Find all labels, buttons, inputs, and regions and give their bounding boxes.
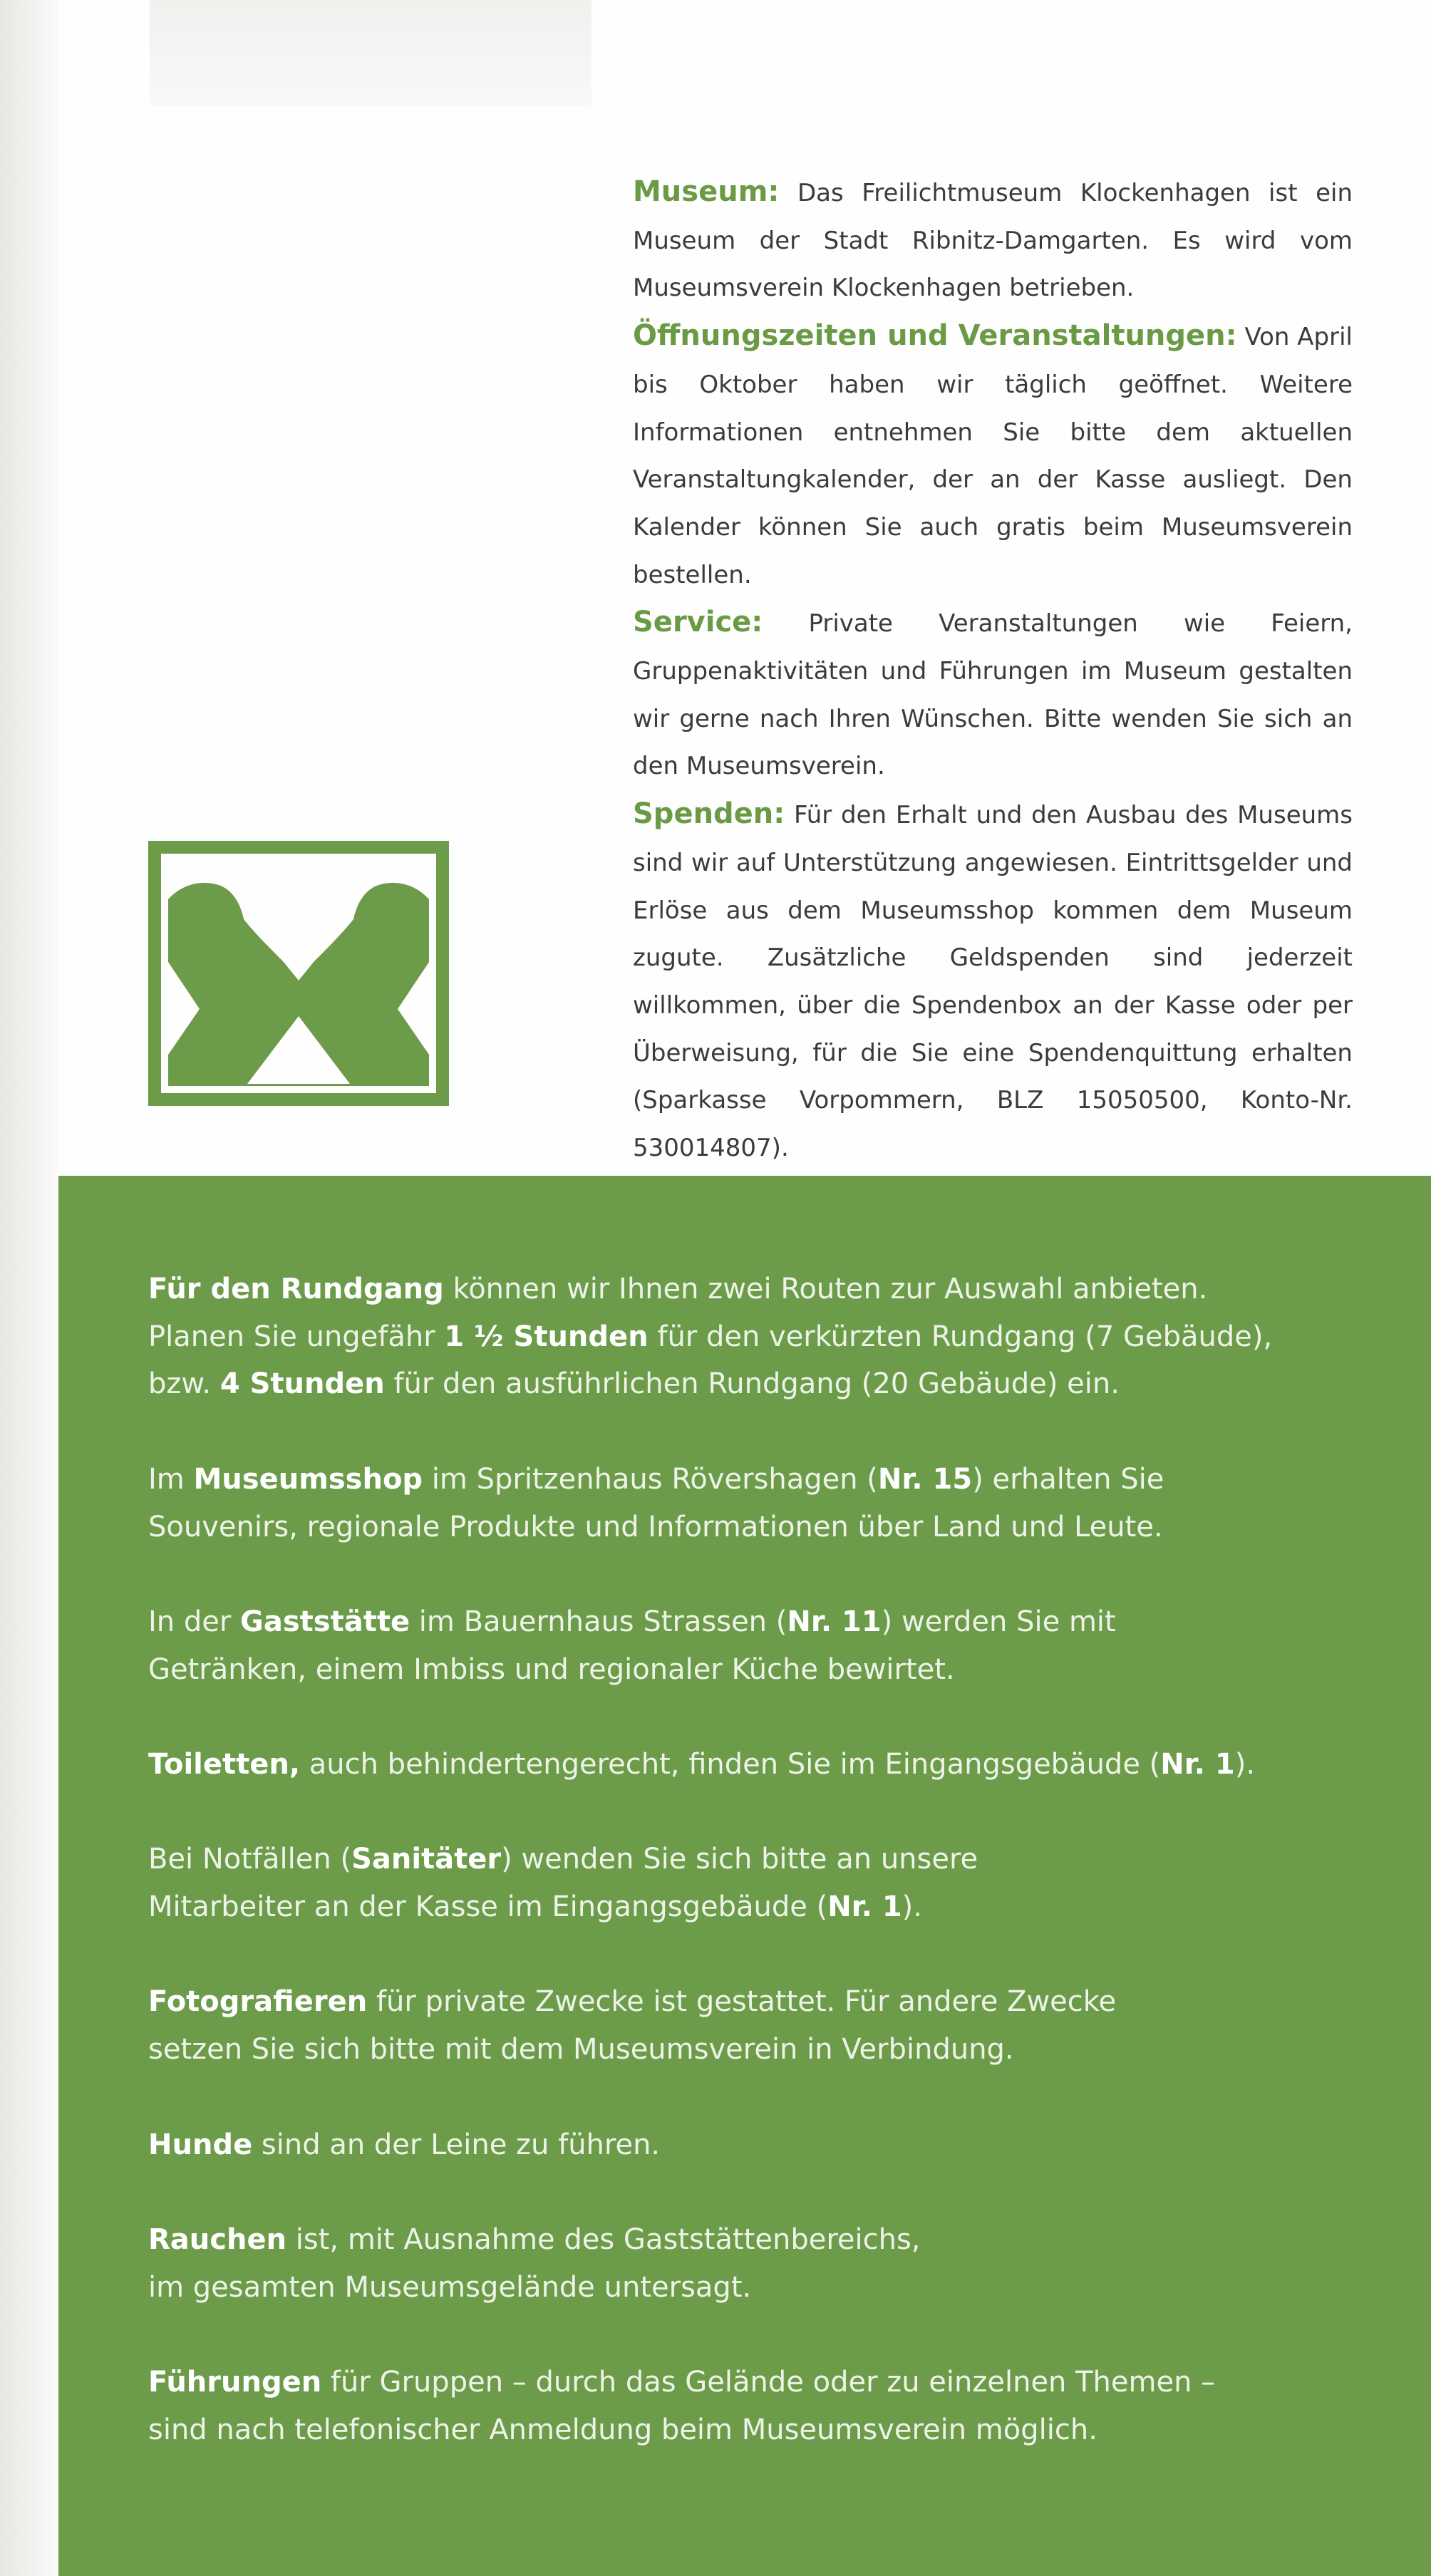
tour-text-3: für den verkürzten Rundgang (7 Gebäude), [648, 1320, 1273, 1353]
hours-paragraph [633, 312, 1353, 599]
toilets-bold-1: Toiletten, [148, 1747, 301, 1781]
photo-text-2: setzen Sie sich bitte mit dem Museumsverein in Verbindung. [148, 2033, 1014, 2067]
guided-text-2: sind nach telefonischer Anmeldung beim Museumsverein möglich. [148, 2413, 1097, 2446]
tour-bold-1: Für den Rundgang [148, 1273, 444, 1305]
shop-bold-2: Nr. 15 [877, 1462, 973, 1496]
tour-bold-3: 4 Stunden [219, 1367, 385, 1401]
page-fold-shadow [0, 0, 58, 2576]
toilets-paragraph [148, 1741, 1417, 1789]
restaurant-text-2: im Bauernhaus Strassen ( [410, 1605, 787, 1638]
smoking-text-1: ist, mit Ausnahme des Gaststättenbereichs, [286, 2223, 921, 2256]
toilets-bold-2: Nr. 1 [1160, 1747, 1235, 1781]
emergency-text-2: ) wenden Sie sich bitte an unsere [501, 1843, 978, 1876]
donations-paragraph [633, 790, 1353, 1172]
restaurant-text-3: ) werden Sie mit [881, 1605, 1116, 1638]
crossed-horse-heads-gable-logo-icon [148, 841, 449, 1106]
toilets-text-1: auch behindertengerecht, finden Sie im Eingangsgebäude ( [300, 1747, 1161, 1781]
donations-heading: Spenden: [633, 797, 785, 831]
tour-text-1: können wir Ihnen zwei Routen zur Auswahl anbieten. [443, 1273, 1208, 1305]
restaurant-text-4: Getränken, einem Imbiss und regionaler Küche bewirtet. [148, 1652, 955, 1686]
smoking-paragraph [148, 2216, 1417, 2311]
toilets-text-2: ). [1234, 1747, 1256, 1781]
emergency-paragraph [148, 1836, 1417, 1930]
guided-tours-paragraph [148, 2359, 1417, 2453]
tour-text-2: Planen Sie ungefähr [148, 1320, 445, 1353]
service-paragraph [633, 599, 1353, 790]
emergency-bold-2: Nr. 1 [827, 1890, 902, 1924]
tour-text-4: bzw. [148, 1367, 220, 1401]
shop-text-2: im Spritzenhaus Rövershagen ( [423, 1462, 878, 1496]
emergency-text-4: ). [902, 1890, 922, 1924]
restaurant-bold-1: Gaststätte [240, 1605, 410, 1638]
smoking-text-2: im gesamten Museumsgelände untersagt. [148, 2270, 752, 2304]
scan-smudge [150, 0, 591, 107]
tour-bold-2: 1 ½ Stunden [444, 1320, 649, 1353]
shop-text-1: Im [148, 1462, 194, 1496]
dogs-bold-1: Hunde [148, 2128, 253, 2161]
service-heading: Service: [633, 606, 763, 639]
museum-text: Das Freilichtmuseum Klockenhagen ist ein Museum der Stadt Ribnitz-Damgarten. Es wird vom Museumsverein Klockenhagen betrieben. [633, 179, 1353, 303]
restaurant-bold-2: Nr. 11 [787, 1605, 882, 1638]
guided-bold-1: Führungen [148, 2366, 322, 2399]
info-column [633, 168, 1353, 1172]
emergency-text-3: Mitarbeiter an der Kasse im Eingangsgebäude ( [148, 1890, 828, 1924]
guided-text-1: für Gruppen – durch das Gelände oder zu einzelnen Themen – [321, 2366, 1216, 2399]
restaurant-text-1: In der [148, 1605, 241, 1638]
visitor-info-text [148, 1266, 1417, 2501]
photo-bold-1: Fotografieren [148, 1985, 368, 2019]
tour-text-5: für den ausführlichen Rundgang (20 Gebäude) ein. [384, 1367, 1120, 1401]
shop-text-4: Souvenirs, regionale Produkte und Informationen über Land und Leute. [148, 1510, 1163, 1543]
shop-text-3: ) erhalten Sie [972, 1462, 1164, 1496]
photo-text-1: für private Zwecke ist gestattet. Für andere Zwecke [367, 1985, 1117, 2019]
donations-text: Für den Erhalt und den Ausbau des Museums sind wir auf Unterstützung angewiesen. Eintrittsgelder und Erlöse aus dem Museumsshop kommen dem Museum zugute. Zusätzliche Geldspenden sind jederzeit willkommen, über die Spendenbox an der Kasse oder per Überweisung, für die Sie eine Spendenquittung erhalten (Sparkasse Vorpommern, BLZ 15050500, Konto-Nr. 530014807). [633, 801, 1353, 1163]
shop-paragraph [148, 1456, 1417, 1551]
hours-text: Von April bis Oktober haben wir täglich geöffnet. Weitere Informationen entnehmen Sie bitte dem aktuellen Veranstaltungkalender, der an der Kasse ausliegt. Den Kalender können Sie auch gratis beim Museumsverein bestellen. [633, 323, 1353, 589]
photo-paragraph [148, 1978, 1417, 2073]
museum-heading: Museum: [633, 175, 780, 208]
hours-heading: Öffnungszeiten und Veranstaltungen: [633, 319, 1237, 353]
dogs-paragraph [148, 2121, 1417, 2169]
service-text: Private Veranstaltungen wie Feiern, Gruppenaktivitäten und Führungen im Museum gestalten wir gerne nach Ihren Wünschen. Bitte wenden Sie sich an den Museumsverein. [633, 609, 1353, 781]
tour-paragraph [148, 1266, 1417, 1408]
smoking-bold-1: Rauchen [148, 2223, 287, 2256]
restaurant-paragraph [148, 1598, 1417, 1693]
dogs-text-1: sind an der Leine zu führen. [252, 2128, 661, 2161]
shop-bold-1: Museumsshop [193, 1462, 423, 1496]
museum-paragraph [633, 168, 1353, 312]
emergency-bold-1: Sanitäter [351, 1843, 502, 1876]
emergency-text-1: Bei Notfällen ( [148, 1843, 352, 1876]
